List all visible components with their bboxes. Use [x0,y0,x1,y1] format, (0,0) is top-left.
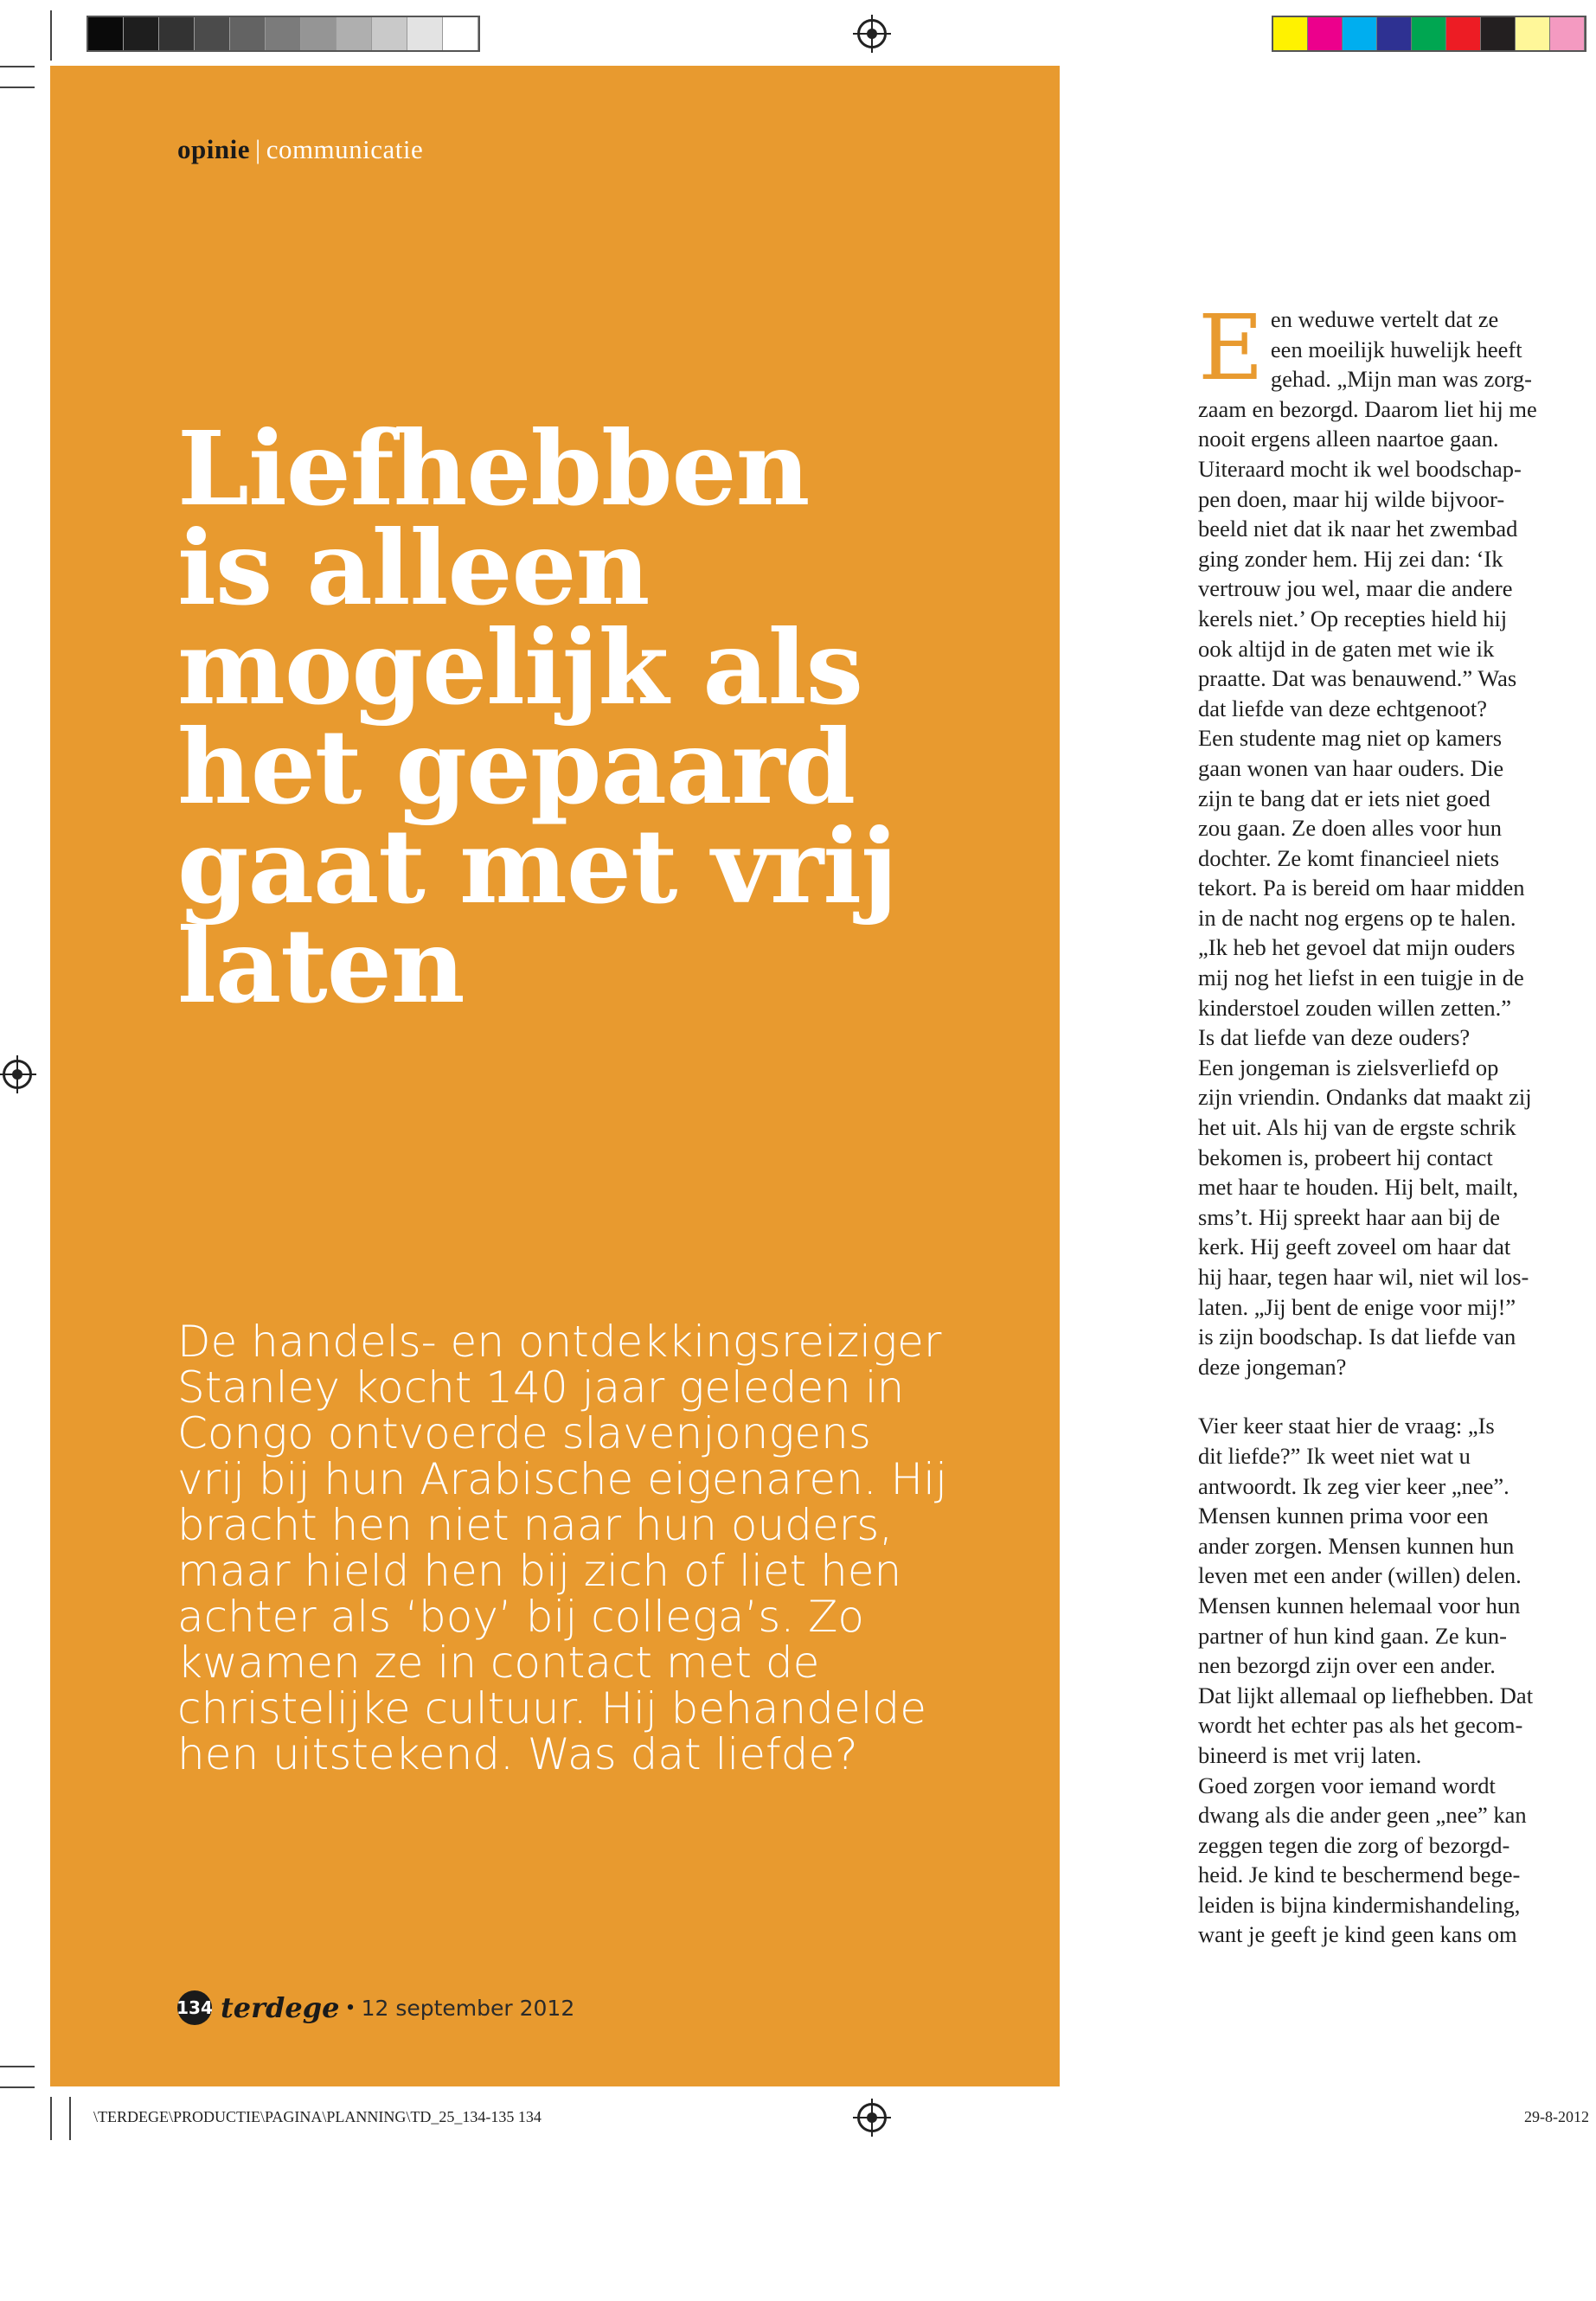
body-line: ging zonder hem. Hij zei dan: ‘Ik [1198,545,1503,572]
body-line: Vier keer staat hier de vraag: „Is [1198,1413,1495,1439]
registration-mark-icon [857,19,887,48]
grayscale-swatch [443,17,478,50]
body-line: praatte. Dat was benauwend.” Was [1198,665,1517,692]
body-column [1198,295,1570,1950]
body-line: in de nacht nog ergens op te halen. [1198,904,1516,931]
orange-panel [50,66,1060,2086]
color-swatch [1516,17,1550,50]
body-line: deze jongeman? [1198,1353,1347,1380]
grayscale-swatch [159,17,195,50]
crop-mark [50,10,52,61]
intro-line: De handels- en ontdekkingsreiziger [177,1317,942,1367]
body-line: nen bezorgd zijn over een ander. [1198,1652,1496,1679]
body-line: Is dat liefde van deze ouders? [1198,1024,1471,1051]
body-line: zaam en bezorgd. Daarom liet hij me [1198,395,1537,422]
body-line: is zijn boodschap. Is dat liefde van [1198,1324,1516,1350]
body-line: Een jongeman is zielsverliefd op [1198,1054,1499,1080]
body-line: dwang als die ander geen „nee” kan [1198,1802,1527,1829]
color-swatch [1377,17,1412,50]
body-line: beeld niet dat ik naar het zwembad [1198,516,1518,542]
color-swatch [1550,17,1585,50]
body-line: dat liefde van deze echtgenoot? [1198,695,1488,721]
page-number-badge: 134 [177,1990,212,2025]
crop-mark [0,87,35,88]
color-swatch [1446,17,1481,50]
intro-line: bracht hen niet naar hun ouders, [177,1500,894,1550]
issue-date: 12 september 2012 [361,1995,575,2021]
body-line: sms’t. Hij spreekt haar aan bij de [1198,1203,1501,1230]
body-line: kerk. Hij geeft zoveel om haar dat [1198,1234,1511,1260]
body-line: wordt het echter pas als het gecom- [1198,1712,1523,1739]
intro-line: vrij bij hun Arabische eigenaren. Hij [177,1454,947,1504]
body-line: zijn vriendin. Ondanks dat maakt zij [1198,1084,1532,1111]
intro-line: maar hield hen bij zich of liet hen [177,1546,902,1596]
body-line: gaan wonen van haar ouders. Die [1198,754,1504,781]
body-line: Dat lijkt allemaal op liefhebben. Dat [1198,1682,1534,1708]
body-line: antwoordt. Ik zeg vier keer „nee”. [1198,1472,1509,1499]
drop-cap: E [1198,295,1264,401]
body-line: dit liefde?” Ik weet niet wat u [1198,1442,1471,1469]
headline-line: gaat met vrij [177,806,897,926]
body-paragraph [1198,295,1570,723]
grayscale-bar [87,16,480,52]
section-kicker [177,134,423,165]
body-line: heid. Je kind te beschermend bege- [1198,1862,1521,1888]
color-swatch [1273,17,1308,50]
body-line: ander zorgen. Mensen kunnen hun [1198,1532,1515,1559]
intro-paragraph [177,1319,1034,1778]
body-line: gehad. „Mijn man was zorg- [1270,366,1532,393]
body-paragraph [1198,1411,1570,1770]
grayscale-swatch [124,17,159,50]
print-slug-path: \TERDEGE\PRODUCTIE\PAGINA\PLANNING\TD_25_134-135 134 [93,2108,542,2125]
magazine-logo: terdege [221,1991,340,2024]
body-line: Een studente mag niet op kamers [1198,725,1503,752]
grayscale-swatch [230,17,266,50]
registration-mark-icon [3,1060,32,1089]
body-line: laten. „Jij bent de enige voor mij!” [1198,1293,1516,1320]
grayscale-swatch [372,17,407,50]
color-swatch [1308,17,1343,50]
intro-line: hen uitstekend. Was dat liefde? [177,1729,858,1779]
intro-line: achter als ‘boy’ bij collega’s. Zo [177,1592,864,1642]
body-line: Uiteraard mocht ik wel boodschap- [1198,455,1522,482]
body-line: mij nog het liefst in een tuigje in de [1198,965,1524,991]
body-line: kerels niet.’ Op recepties hield hij [1198,605,1508,631]
crop-mark [50,2097,52,2140]
body-line: hij haar, tegen haar wil, niet wil los- [1198,1264,1529,1290]
footer-bullet: • [346,1995,355,2020]
intro-line: christelijke cultuur. Hij behandelde [177,1683,927,1734]
body-line: zeggen tegen die zorg of bezorgd- [1198,1831,1510,1858]
headline-line: mogelijk als [177,607,863,727]
grayscale-swatch [195,17,230,50]
body-line: vertrouw jou wel, maar die andere [1198,575,1513,602]
body-line: dochter. Ze komt financieel niets [1198,844,1500,871]
body-line: Mensen kunnen prima voor een [1198,1503,1489,1529]
body-paragraph [1198,723,1570,1053]
crop-mark [69,2097,71,2140]
color-swatch [1481,17,1516,50]
kicker-section: opinie [177,134,250,164]
kicker-category: communicatie [266,134,424,164]
grayscale-swatch [337,17,372,50]
body-line: en weduwe vertelt dat ze [1270,306,1499,332]
body-line: zijn te bang dat er iets niet goed [1198,785,1490,811]
body-paragraph [1198,1771,1570,1951]
headline-line: Liefhebben [177,408,810,529]
registration-mark-icon [857,2103,887,2132]
body-line: leven met een ander (willen) delen. [1198,1562,1522,1589]
grayscale-swatch [407,17,443,50]
crop-mark [0,66,35,67]
print-slug-date: 29-8-2012 [1524,2108,1589,2125]
body-line: „Ik heb het gevoel dat mijn ouders [1198,934,1516,961]
body-line: pen doen, maar hij wilde bijvoor- [1198,485,1505,512]
body-line: Mensen kunnen helemaal voor hun [1198,1592,1521,1618]
body-line: het uit. Als hij van de ergste schrik [1198,1114,1516,1141]
headline-line: laten [177,906,465,1026]
body-line: bekomen is, probeert hij contact [1198,1144,1493,1170]
body-line: ook altijd in de gaten met wie ik [1198,635,1495,662]
intro-line: Congo ontvoerde slavenjongens [177,1408,871,1458]
body-line: bineerd is met vrij laten. [1198,1741,1422,1768]
kicker-separator: | [254,134,261,164]
headline [177,408,1042,1026]
body-line: zou gaan. Ze doen alles voor hun [1198,815,1503,842]
grayscale-swatch [266,17,301,50]
grayscale-swatch [301,17,337,50]
headline-line: het gepaard [177,707,856,827]
body-line: Goed zorgen voor iemand wordt [1198,1772,1496,1798]
body-line: partner of hun kind gaan. Ze kun- [1198,1622,1507,1649]
body-line: tekort. Pa is bereid om haar midden [1198,875,1525,901]
crop-mark [0,2086,35,2088]
body-line: nooit ergens alleen naartoe gaan. [1198,426,1499,452]
intro-line: Stanley kocht 140 jaar geleden in [177,1362,905,1413]
body-line: met haar te houden. Hij belt, mailt, [1198,1174,1519,1201]
crop-mark [0,2066,35,2067]
page-footer [177,1990,574,2025]
intro-line: kwamen ze in contact met de [177,1638,820,1688]
color-swatch [1343,17,1377,50]
body-line: een moeilijk huwelijk heeft [1270,336,1522,362]
body-line: leiden is bijna kindermishandeling, [1198,1891,1521,1918]
body-line: kinderstoel zouden willen zetten.” [1198,994,1512,1021]
color-swatch [1412,17,1446,50]
body-line: want je geeft je kind geen kans om [1198,1921,1517,1948]
headline-line: is alleen [177,508,650,628]
color-bar [1272,16,1586,52]
grayscale-swatch [88,17,124,50]
body-paragraph [1198,1053,1570,1382]
